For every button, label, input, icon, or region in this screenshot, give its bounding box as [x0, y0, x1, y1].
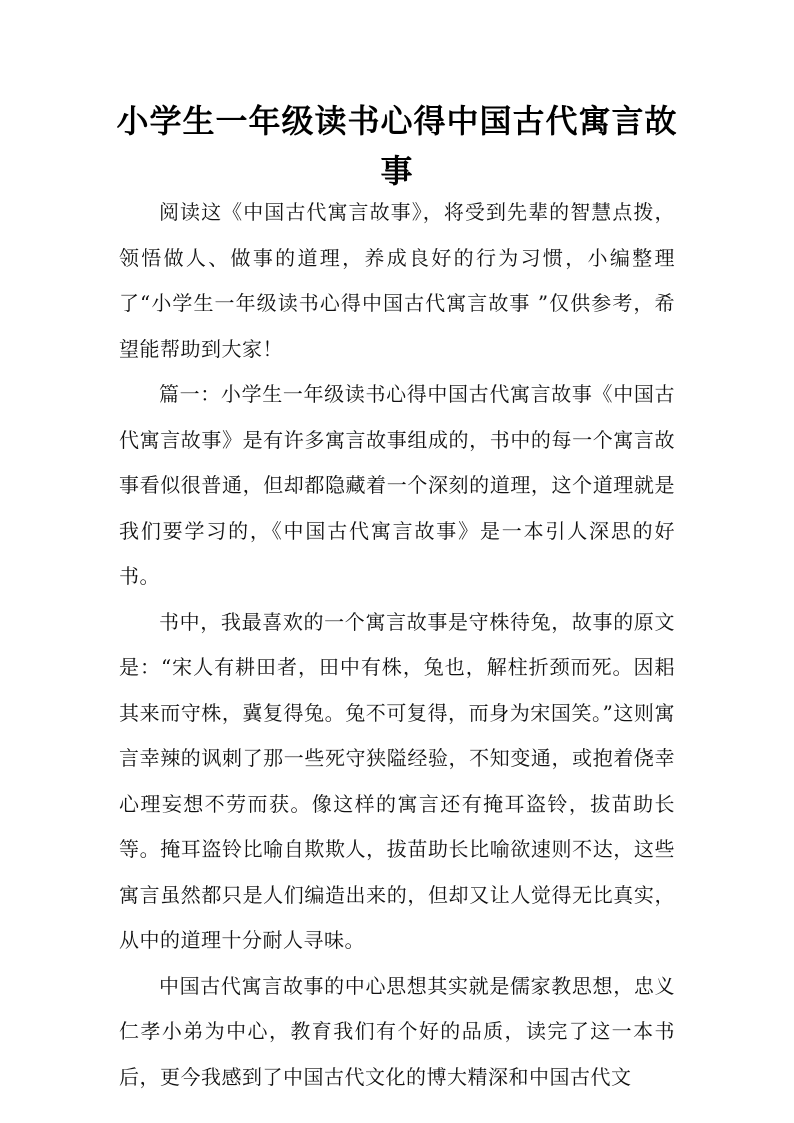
paragraph-central-idea: 中国古代寓言故事的中心思想其实就是儒家教思想，忠义仁孝小弟为中心，教育我们有个好的品质，读完了这一本书后，更今我感到了中国古代文化的博大精深和中国古代文	[119, 973, 675, 1089]
document-body	[119, 190, 675, 1100]
paragraph-favorite-story: 书中，我最喜欢的一个寓言故事是守株待兔，故事的原文是：“宋人有耕田者，田中有株，兔也，解柱折颈而死。因耜其来而守株，冀复得兔。兔不可复得，而身为宋国笑。”这则寓言幸辣的讽刺了那一些死守狭隘经验，不知变通，或抱着侥幸心理妄想不劳而获。像这样的寓言还有掩耳盗铃，拔苗助长等。掩耳盗铃比喻自欺欺人，拔苗助长比喻欲速则不达，这些寓言虽然都只是人们编造出来的，但却又让人觉得无比真实，从中的道理十分耐人寻味。	[119, 609, 675, 952]
paragraph-intro: 阅读这《中国古代寓言故事》，将受到先辈的智慧点拨，领悟做人、做事的道理，养成良好的行为习惯，小编整理了“小学生一年级读书心得中国古代寓言故事 ”仅供参考，希望能帮助到大家！	[119, 200, 675, 361]
document-title: 小学生一年级读书心得中国古代寓言故事	[116, 102, 678, 190]
paragraph-part-one: 篇一：小学生一年级读书心得中国古代寓言故事《中国古代寓言故事》是有许多寓言故事组成的，书中的每一个寓言故事看似很普通，但却都隐藏着一个深刻的道理，这个道理就是我们要学习的，《中国古代寓言故事》是一本引人深思的好书。	[119, 382, 675, 588]
